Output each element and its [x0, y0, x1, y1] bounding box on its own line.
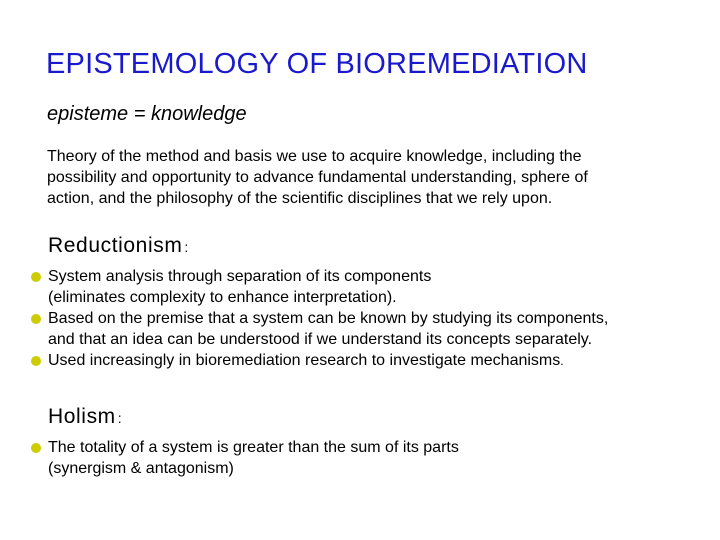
intro-line: action, and the philosophy of the scientific disciplines that we rely upon. — [47, 190, 553, 207]
reductionism-heading-colon: : — [184, 239, 189, 255]
bullet-line: (synergism & antagonism) — [48, 460, 234, 477]
bullet-dot-icon — [31, 272, 41, 282]
reductionism-bullets — [31, 266, 701, 372]
bullet-line: and that an idea can be understood if we understand its concepts separately. — [48, 331, 593, 348]
list-item — [31, 308, 701, 350]
intro-line: Theory of the method and basis we use to acquire knowledge, including the — [47, 148, 582, 165]
bullet-dot-icon — [31, 443, 41, 453]
list-item — [31, 437, 701, 479]
holism-heading — [48, 405, 122, 429]
bullet-line: (eliminates complexity to enhance interpretation). — [48, 289, 397, 306]
bullet-line — [48, 350, 701, 372]
bullet-text: Used increasingly in bioremediation research to investigate mechanisms — [48, 352, 561, 369]
holism-heading-text: Holism — [48, 405, 116, 428]
slide-title: EPISTEMOLOGY OF BIOREMEDIATION — [46, 48, 588, 80]
holism-heading-colon: : — [117, 410, 122, 426]
subtitle: episteme = knowledge — [47, 103, 247, 125]
bullet-line: System analysis through separation of its components — [48, 268, 432, 285]
reductionism-heading-text: Reductionism — [48, 234, 183, 257]
bullet-line: Based on the premise that a system can be known by studying its components, — [48, 310, 609, 327]
intro-line: possibility and opportunity to advance fundamental understanding, sphere of — [47, 169, 588, 186]
bullet-dot-icon — [31, 314, 41, 324]
bullet-trailing-period: . — [560, 354, 564, 368]
list-item — [31, 266, 701, 308]
intro-paragraph — [47, 146, 687, 209]
list-item — [31, 350, 701, 372]
reductionism-heading — [48, 234, 188, 258]
bullet-line: The totality of a system is greater than the sum of its parts — [48, 439, 459, 456]
bullet-dot-icon — [31, 356, 41, 366]
holism-bullets — [31, 437, 701, 479]
